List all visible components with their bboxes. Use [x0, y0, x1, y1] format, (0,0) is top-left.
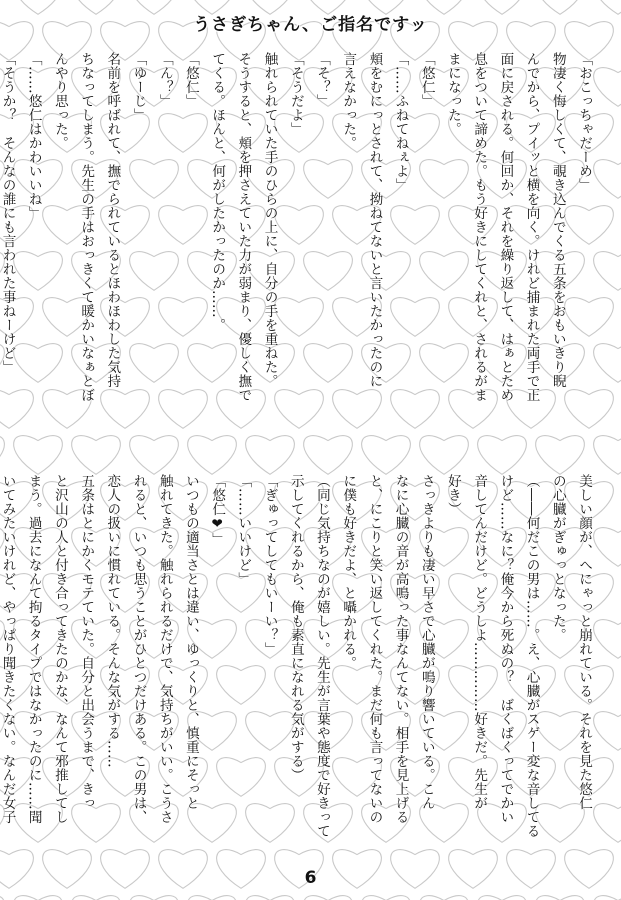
text-line: 五条はとにかくモテていた。自分と出会うまで、きっ	[78, 474, 95, 810]
heart-shape	[594, 344, 621, 383]
heart-shape	[594, 620, 621, 659]
heart-shape	[0, 436, 4, 475]
heart-shape	[420, 436, 469, 475]
text-line: 音してんだけど。どうしよ……………好きだ。先生が	[471, 474, 488, 810]
text-line: まになった。	[444, 52, 461, 136]
text-line: 「そうだよ」	[287, 52, 304, 136]
text-line: に僕も好きだよ、と囁かれる。	[340, 474, 357, 670]
heart-shape	[246, 896, 295, 900]
text-line: けど……なに？俺今から死ぬの？ ばくばくってでかい	[497, 474, 514, 824]
text-block-bottom	[0, 474, 597, 862]
text-line: 「……ふねてねぇよ」	[392, 52, 409, 192]
text-line: れると、いつも思うことがひとつだけある。この男は、	[130, 474, 147, 824]
text-line: 「そうか？ そんなの誰にも言われた事ねーけど」	[0, 52, 16, 374]
heart-shape	[14, 896, 63, 900]
text-line: 美しい顔が、へにゃっと崩れている。それを見た悠仁	[576, 474, 592, 810]
text-line: んやり思った。	[51, 52, 68, 150]
heart-shape	[362, 436, 411, 475]
heart-shape	[478, 896, 527, 900]
text-line: と、にこりと笑い返してくれた。まだ何も言ってないの	[366, 474, 383, 824]
heart-shape	[594, 712, 621, 751]
text-line: 「ぎゅってしてもいーい？」	[261, 474, 278, 656]
page-number: 6	[304, 868, 317, 888]
heart-shape	[130, 436, 179, 475]
text-line: 好き）	[444, 474, 461, 516]
text-line: 「そ？」	[313, 52, 330, 108]
text-line: 物凄く悔しくて、覗き込んでくる五条をおもいきり睨	[549, 52, 566, 388]
text-line: いてみたいけれど、やっぱり聞きたくない。なんだ女子	[0, 474, 16, 824]
heart-shape	[72, 896, 121, 900]
text-line: 「悠仁❤」	[209, 474, 226, 547]
text-block-top	[0, 52, 597, 440]
page-title: うさぎちゃん、ご指名ですッ	[193, 15, 428, 35]
heart-shape	[594, 68, 621, 107]
text-line: 名前を呼ばれて、撫でられているとほわほわした気持	[104, 52, 121, 388]
heart-shape	[188, 896, 237, 900]
text-line: ちなってしまう。先生の手はおっきくて暖かいなぁとぼ	[78, 52, 95, 402]
text-line: 「……いいけど」	[235, 474, 252, 586]
text-line: 恋人の扱いに慣れている。そんな気がする……	[104, 474, 121, 768]
text-line: 触れられていた手のひらの上に、自分の手を重ねた。	[261, 52, 278, 388]
text-line: 「ん？」	[156, 52, 173, 108]
text-line: と沢山の人と付き合ってきたのかな、なんて邪推してし	[51, 474, 68, 824]
heart-shape	[14, 436, 63, 475]
text-line: なに心臓の音が高鳴った事なんてない。相手を見上げる	[392, 474, 409, 824]
heart-shape	[246, 436, 295, 475]
heart-shape	[594, 528, 621, 567]
heart-shape	[594, 436, 621, 475]
heart-shape	[594, 252, 621, 291]
text-line: 「ゆーじ」	[130, 52, 147, 122]
text-line: 「おこっちゃだーめ」	[576, 52, 592, 192]
heart-shape	[594, 160, 621, 199]
text-line: 「……悠仁はかわいいね」	[25, 52, 42, 220]
text-line: 示してくれるから、俺も素直になれる気がする）	[287, 474, 304, 782]
text-line: 息をついて諦めた。もう好きにしてくれと、されるがま	[471, 52, 488, 402]
text-line: の心臓がぎゅっとなった。	[549, 474, 566, 642]
text-line: いつもの適当さとは違い、ゆっくりと、慎重にそっと	[182, 474, 199, 810]
heart-shape	[304, 436, 353, 475]
heart-shape	[594, 896, 621, 900]
heart-shape	[304, 896, 353, 900]
text-line: 「悠仁」	[182, 52, 199, 108]
heart-shape	[130, 896, 179, 900]
heart-shape	[362, 896, 411, 900]
text-line: てくる。ほんと、何がしたかったのか……。	[209, 52, 226, 332]
text-line: 面に戻される。何回か、それを繰り返して、はぁとため	[497, 52, 514, 402]
text-line: んでから、プイッと横を向く。けれど捕まれた両手で正	[523, 52, 540, 402]
text-line: （――何だこの男は……。え、心臓がスゲー変な音してる	[523, 474, 540, 838]
heart-shape	[72, 436, 121, 475]
text-line: 頬をむにっとされて、拗ねてないと言いたかったのに	[366, 52, 383, 388]
heart-shape	[536, 436, 585, 475]
text-line: 言えなかった。	[340, 52, 357, 150]
heart-shape	[188, 436, 237, 475]
text-line: 触れてきた。触れられるだけで、気持ちがいい。こうさ	[156, 474, 173, 824]
heart-shape	[594, 804, 621, 843]
heart-shape	[420, 896, 469, 900]
heart-shape	[0, 896, 4, 900]
heart-shape	[536, 896, 585, 900]
text-line: （同じ気持ちなのが嬉しい。先生が言葉や態度で好きって	[313, 474, 330, 838]
text-line: さっきよりも凄い早さで心臓が鳴り響いている。こん	[418, 474, 435, 810]
text-line: そうすると、頬を押さえていた力が弱まり、優しく撫で	[235, 52, 252, 402]
text-line: 「悠仁」	[418, 52, 435, 108]
heart-shape	[478, 436, 527, 475]
text-line: まう。過去になんて拘るタイプではなかったのに……聞	[25, 474, 42, 824]
